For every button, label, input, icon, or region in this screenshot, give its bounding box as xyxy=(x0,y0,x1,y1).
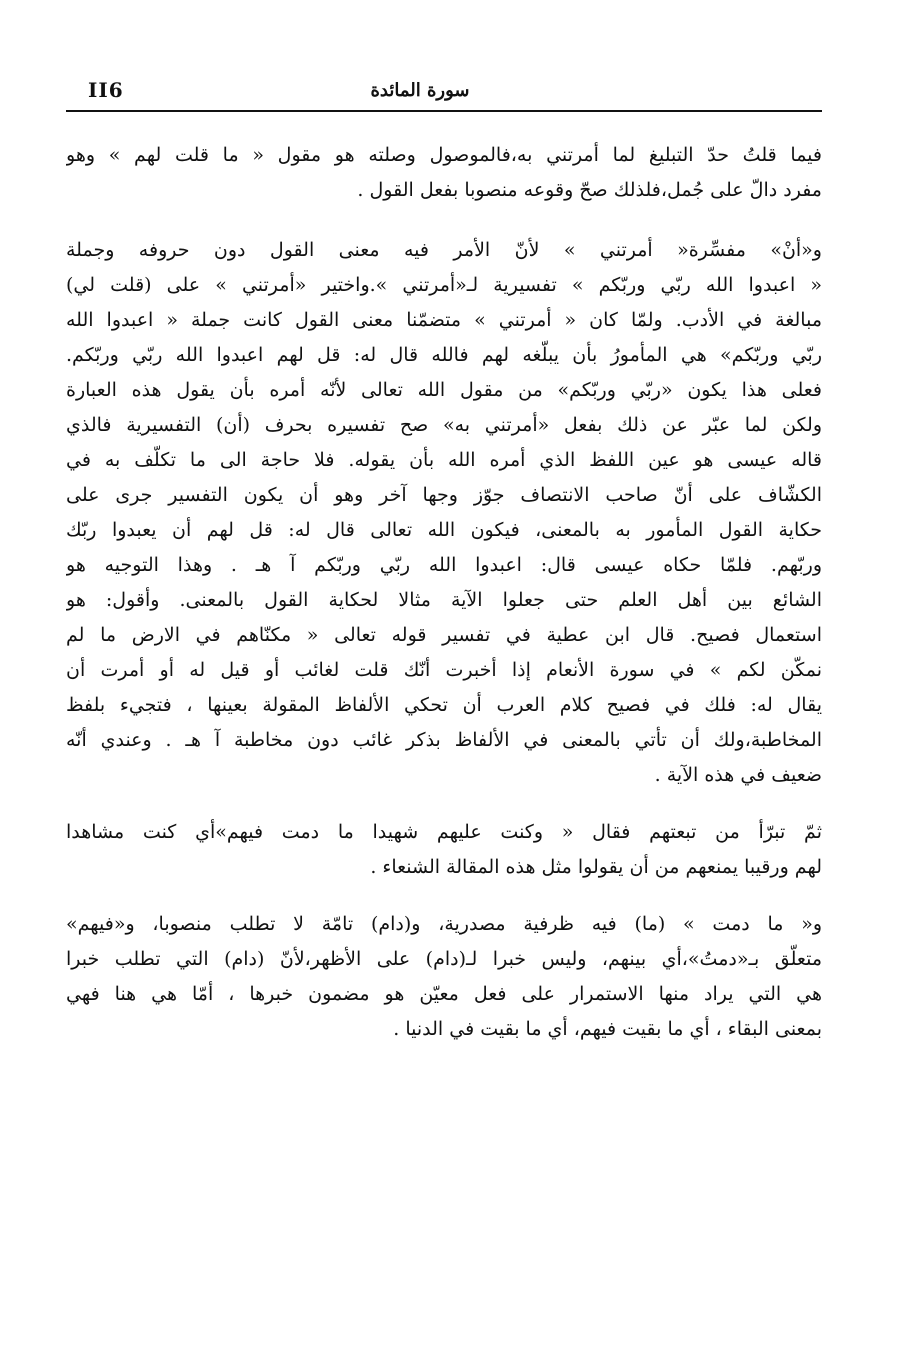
text-line: ولكن لما عبّر عن ذلك بفعل «أمرتني به» صح تفسيره بحرف (أن) التفسيرية فالذي xyxy=(66,414,822,436)
text-line: المخاطبة،ولك أن تأتي بالمعنى في الألفاظ بذكر غائب دون مخاطبة آ هـ . وعندي أنّه xyxy=(66,729,822,751)
text-line: يقال له: فلك في فصيح كلام العرب أن تحكي الألفاظ المقولة بعينها ، فتجيء بلفظ xyxy=(66,694,822,716)
paragraph-gap xyxy=(66,208,822,233)
text-line: مفرد دالّ على جُمل،فلذلك صحّ وقوعه منصوبا بفعل القول . xyxy=(357,179,822,201)
body-text xyxy=(66,138,822,1047)
running-title: سورة المائدة xyxy=(370,80,470,101)
text-line: لهم ورقيبا يمنعهم من أن يقولوا مثل هذه المقالة الشنعاء . xyxy=(370,856,822,878)
text-line: ثمّ تبرّأ من تبعتهم فقال « وكنت عليهم شهيدا ما دمت فيهم»أي كنت مشاهدا xyxy=(66,821,822,843)
text-line: هي التي يراد منها الاستمرار على فعل معيّن هو مضمون خبرها ، أمّا هي هنا فهي xyxy=(66,983,822,1005)
paragraph-gap xyxy=(66,885,822,907)
text-line: استعمال فصيح. قال ابن عطية في تفسير قوله تعالى « مكنّاهم في الارض ما لم xyxy=(66,624,822,646)
text-line: الكشّاف على أنّ صاحب الانتصاف جوّز وجها آخر وهو أن يكون التفسير جرى على xyxy=(66,484,822,506)
text-line: الشائع بين أهل العلم حتى جعلوا الآية مثالا لحكاية القول بالمعنى. وأقول: هو xyxy=(66,589,822,611)
text-line: ربّي وربّكم» هي المأمورُ بأن يبلّغه لهم فالله قال له: قل لهم اعبدوا الله ربّي وربّكم. xyxy=(66,344,822,366)
page-number: II6 xyxy=(88,78,124,102)
text-line: وربّهم. فلمّا حكاه عيسى قال: اعبدوا الله ربّي وربّكم آ هـ . وهذا التوجيه هو xyxy=(66,554,822,576)
text-line: حكاية القول المأمور به بالمعنى، فيكون الله تعالى قال له: قل لهم أن يعبدوا ربّك xyxy=(66,519,822,541)
header-rule xyxy=(66,110,822,112)
text-line: مبالغة في الأدب. ولمّا كان « أمرتني » متضمّنا معنى القول كانت جملة « اعبدوا الله xyxy=(66,309,822,331)
text-line: فعلى هذا يكون «ربّي وربّكم» من مقول الله تعالى لأنّه أمره بأن يقول هذه العبارة xyxy=(66,379,822,401)
text-line: نمكّن لكم » في سورة الأنعام إذا أخبرت أنّك قلت لغائب أو قيل له أو أمرت أن xyxy=(66,659,822,681)
text-line: ضعيف في هذه الآية . xyxy=(654,764,822,786)
paragraph-3 xyxy=(66,815,822,885)
text-line: و« ما دمت » (ما) فيه ظرفية مصدرية، و(دام) تامّة لا تطلب منصوبا، و«فيهم» xyxy=(66,913,822,935)
text-line: و«أنْ» مفسِّرة« أمرتني » لأنّ الأمر فيه معنى القول دون حروفه وجملة xyxy=(66,239,822,261)
text-line: قاله عيسى هو عين اللفظ الذي أمره الله بأن يقوله. فلا حاجة الى ما تكلّف به في xyxy=(66,449,822,471)
paragraph-gap xyxy=(66,793,822,815)
text-line: فيما قلتُ حدّ التبليغ لما أمرتني به،فالموصول وصلته هو مقول « ما قلت لهم » وهو xyxy=(66,144,822,166)
paragraph-4 xyxy=(66,907,822,1047)
text-line: بمعنى البقاء ، أي ما بقيت فيهم، أي ما بقيت في الدنيا . xyxy=(393,1018,822,1040)
text-line: « اعبدوا الله ربّي وربّكم » تفسيرية لـ«أمرتني ».واختير «أمرتني » على (قلت لي) xyxy=(66,274,822,296)
paragraph-2 xyxy=(66,233,822,793)
text-line: متعلّق بـ«دمتُ»،أي بينهم، وليس خبرا لـ(دام) على الأظهر،لأنّ (دام) التي تطلب خبرا xyxy=(66,948,822,970)
paragraph-1 xyxy=(66,138,822,208)
